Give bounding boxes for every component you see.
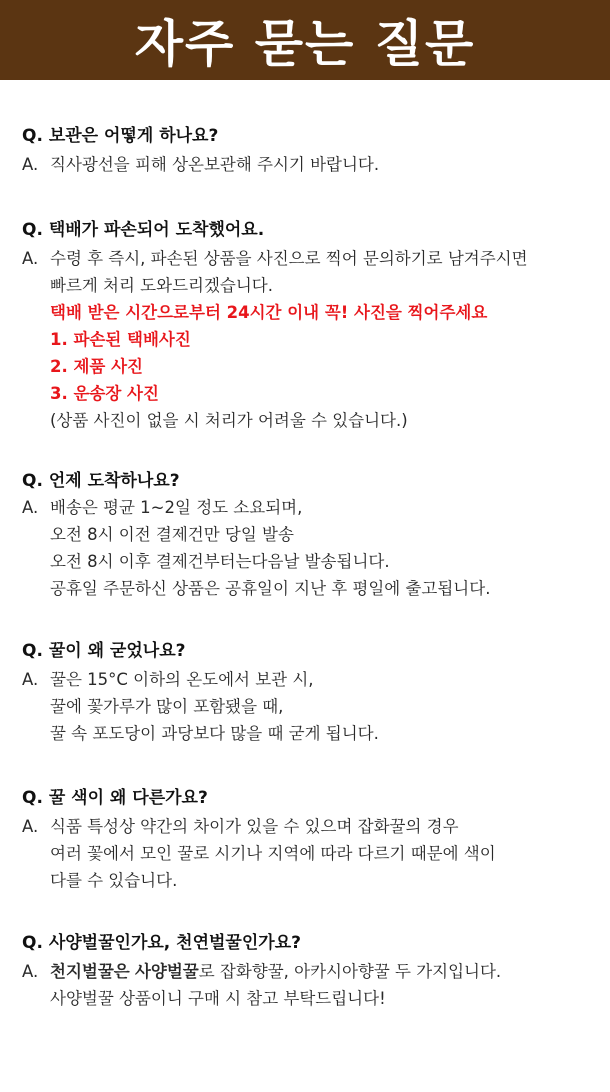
answer-line: 공휴일 주문하신 상품은 공휴일이 지난 후 평일에 출고됩니다.: [50, 579, 491, 598]
answer-line: 직사광선을 피해 상온보관해 주시기 바랍니다.: [50, 155, 380, 174]
answer-prefix: A.: [22, 498, 39, 517]
answer-line: 로 잡화향꿀, 아카시아향꿀 두 가지입니다.: [198, 962, 502, 981]
answer-line: 식품 특성상 약간의 차이가 있을 수 있으며 잡화꿀의 경우: [50, 817, 459, 836]
answer-prefix: A.: [22, 670, 39, 689]
answer-line: 빠르게 처리 도와드리겠습니다.: [50, 276, 273, 295]
answer-line: 여러 꽃에서 모인 꿀로 시기나 지역에 따라 다르기 때문에 색이: [50, 844, 496, 863]
faq-question-arrival: Q. 언제 도착하나요?: [22, 471, 180, 491]
answer-line: 꿀 속 포도당이 과당보다 많을 때 굳게 됩니다.: [50, 724, 379, 743]
faq-answer-honey-type: [22, 958, 592, 1012]
faq-answer-storage: [22, 151, 592, 178]
answer-prefix: A.: [22, 962, 39, 981]
answer-line: 사양벌꿀 상품이니 구매 시 참고 부탁드립니다!: [50, 989, 386, 1008]
answer-line: 배송은 평균 1~2일 정도 소요되며,: [50, 498, 303, 517]
faq-question-honey-type: Q. 사양벌꿀인가요, 천연벌꿀인가요?: [22, 933, 301, 953]
page-header: [0, 0, 610, 80]
answer-bold-brand: 천지벌꿀은: [50, 962, 130, 981]
faq-answer-color: [22, 813, 592, 894]
faq-question-damaged: Q. 택배가 파손되어 도착했어요.: [22, 220, 265, 240]
answer-bold-type: 사양벌꿀: [134, 962, 199, 981]
highlight-line: 택배 받은 시간으로부터 24시간 이내 꼭! 사진을 찍어주세요: [50, 303, 488, 322]
answer-line: 오전 8시 이후 결제건부터는다음날 발송됩니다.: [50, 552, 390, 571]
answer-note: (상품 사진이 없을 시 처리가 어려울 수 있습니다.): [50, 411, 408, 430]
answer-line: 꿀에 꽃가루가 많이 포함됐을 때,: [50, 697, 284, 716]
faq-question-hardened: Q. 꿀이 왜 굳었나요?: [22, 641, 186, 661]
faq-question-storage: Q. 보관은 어떻게 하나요?: [22, 126, 219, 146]
answer-line: 꿀은 15°C 이하의 온도에서 보관 시,: [50, 670, 314, 689]
answer-prefix: A.: [22, 155, 39, 174]
answer-line: 오전 8시 이전 결제건만 당일 발송: [50, 525, 294, 544]
highlight-line: 3. 운송장 사진: [50, 384, 159, 403]
highlight-line: 2. 제품 사진: [50, 357, 143, 376]
page-title: 자주 묻는 질문: [134, 15, 476, 73]
answer-prefix: A.: [22, 817, 39, 836]
faq-answer-hardened: [22, 666, 592, 747]
faq-answer-arrival: [22, 494, 592, 602]
answer-line: 수령 후 즉시, 파손된 상품을 사진으로 찍어 문의하기로 남겨주시면: [50, 249, 528, 268]
answer-line: 다를 수 있습니다.: [50, 871, 178, 890]
faq-question-color: Q. 꿀 색이 왜 다른가요?: [22, 788, 208, 808]
answer-prefix: A.: [22, 249, 39, 268]
highlight-line: 1. 파손된 택배사진: [50, 330, 191, 349]
faq-answer-damaged: [22, 245, 592, 434]
